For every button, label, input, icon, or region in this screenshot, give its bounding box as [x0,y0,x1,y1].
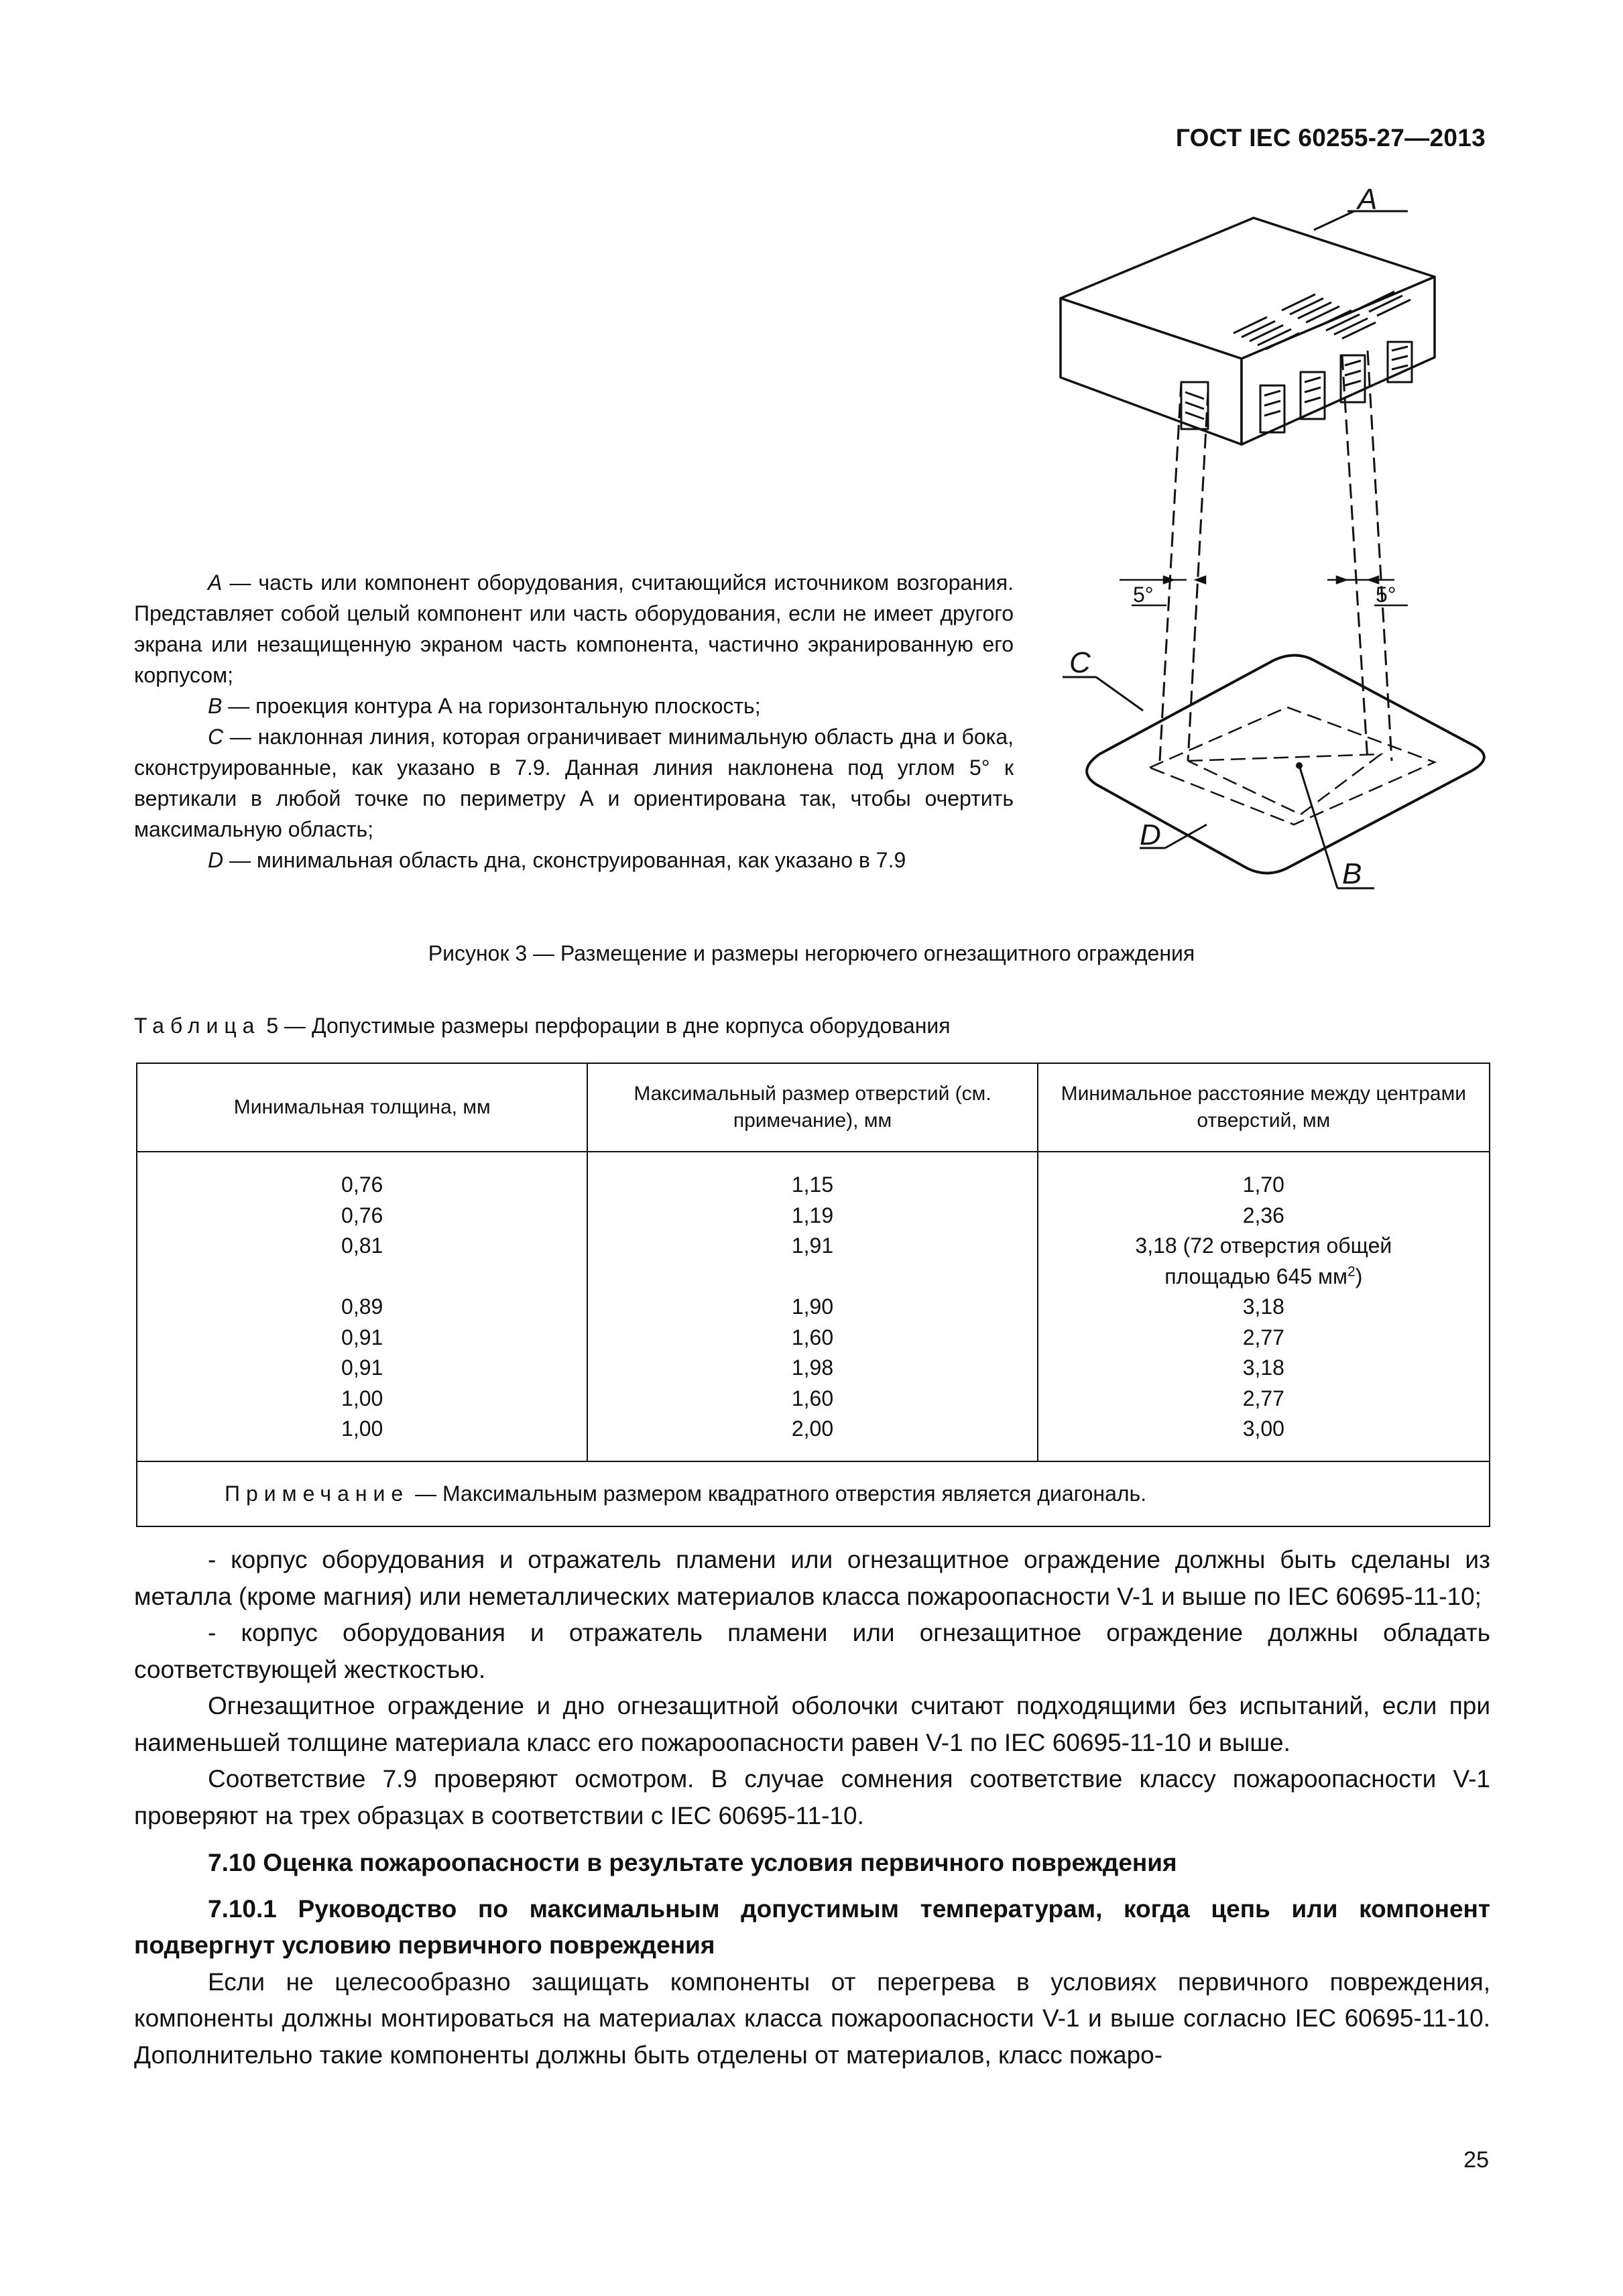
section-heading-7-10-1: 7.10.1 Руководство по максимальным допустимым температурам, когда цепь или компонент подвергнут условию первичного повреждения [134,1894,1490,1959]
page-number: 25 [1463,2147,1489,2173]
legend-item-c: C — наклонная линия, которая ограничивает минимальную область дна и бока, сконструированные, как указано в 7.9. Данная линия наклонена под углом 5° к вертикали в любой точке по периметру А и ориентирована так, чтобы очертить максимальную область; [134,725,1014,841]
paragraph: Соответствие 7.9 проверяют осмотром. В случае сомнения соответствие классу пожароопасности V-1 проверяют на трех образцах в соответствии с IEC 60695-11-10. [134,1765,1490,1829]
angle-label-right: 5° [1376,583,1396,607]
figure-3-drawing [1032,178,1502,908]
figure-caption: Рисунок 3 — Размещение и размеры негорючего огнезащитного ограждения [428,941,1195,965]
legend-item-a: A — часть или компонент оборудования, считающийся источником возгорания. Представляет собой целый компонент или часть оборудования, если не имеет другого экрана или незащищенную экраном часть компонента, частично экранированную его корпусом; [134,570,1014,687]
table-caption: Таблица 5 — Допустимые размеры перфорации в дне корпуса оборудования [134,1014,951,1038]
paragraph: Огнезащитное ограждение и дно огнезащитной оболочки считают подходящими без испытаний, если при наименьшей толщине материала класс его пожароопасности равен V-1 по IEC 60695-11-10 и выше. [134,1692,1490,1756]
header-min-spacing: Минимальное расстояние между центрами отверстий, мм [1038,1063,1490,1152]
section-heading-7-10: 7.10 Оценка пожароопасности в результате условия первичного повреждения [208,1849,1177,1876]
figure-legend [134,567,1014,875]
table-5 [136,1063,1490,1527]
paragraph: - корпус оборудования и отражатель пламени или огнезащитное ограждение должны обладать соответствующей жесткостью. [134,1619,1490,1683]
fire-enclosure-diagram [1032,178,1502,908]
column-min-spacing: 1,70 2,36 3,18 (72 отверстия общей площадью 645 $мм^2$) 3,18 2,77 3,18 2,77 3,00 [1038,1152,1490,1461]
paragraph: Если не целесообразно защищать компоненты от перегрева в условиях первичного повреждения, компоненты должны монтироваться на материалах класса пожароопасности V-1 и выше согласно IEC 60695-11-10. Дополнительно такие компоненты должны быть отделены от материалов, класс пожаро- [134,1968,1490,2069]
header-min-thickness: Минимальная толщина, мм [137,1063,587,1152]
column-min-thickness: 0,76 0,76 0,81 0,89 0,91 0,91 1,00 1,00 [137,1152,587,1461]
legend-item-d: D — минимальная область дна, сконструированная, как указано в 7.9 [208,848,906,872]
document-header: ГОСТ IEC 60255-27—2013 [1175,124,1486,152]
label-b: B [1342,857,1362,890]
projection-b [1150,707,1435,825]
body-text [134,1542,1490,2073]
label-a: A [1358,183,1378,216]
column-max-hole-size: 1,15 1,19 1,91 1,90 1,60 1,98 1,60 2,00 [587,1152,1037,1461]
header-max-hole-size: Максимальный размер отверстий (см. примечание), мм [587,1063,1037,1152]
legend-item-b: B — проекция контура А на горизонтальную плоскость; [208,694,761,718]
label-c: C [1069,646,1091,679]
table-note: Примечание — Максимальным размером квадратного отверстия является диагональ. [137,1461,1490,1526]
paragraph: - корпус оборудования и отражатель пламени или огнезащитное ограждение должны быть сделаны из металла (кроме магния) или неметаллических материалов класса пожароопасности V-1 и выше по IEC 60695-11-10; [134,1546,1490,1610]
angle-label-left: 5° [1133,583,1154,607]
label-d: D [1140,819,1161,851]
